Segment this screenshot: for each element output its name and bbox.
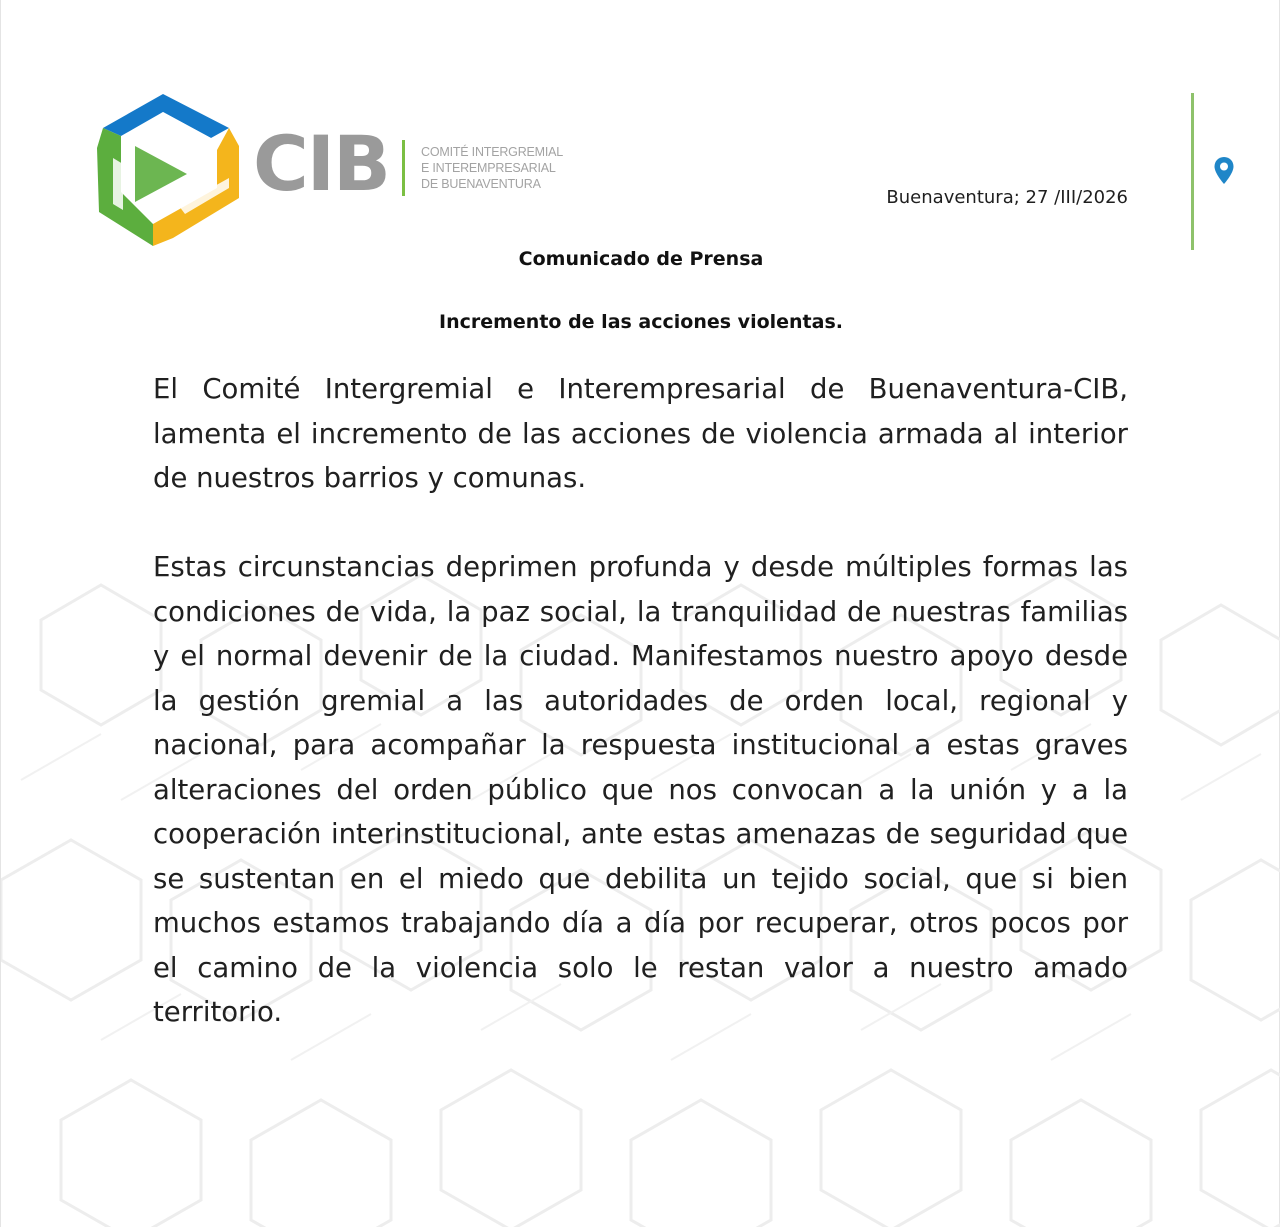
- logo-subtitle-line: E INTEREMPRESARIAL: [421, 161, 556, 175]
- cib-logo: [93, 88, 573, 253]
- document-heading: Comunicado de Prensa: [518, 248, 764, 270]
- logo-divider: [402, 140, 405, 196]
- map-pin-icon: [1213, 156, 1235, 186]
- logo-subtitle-line: DE BUENAVENTURA: [421, 177, 541, 191]
- document-subheading: Incremento de las acciones violentas.: [439, 311, 843, 333]
- cib-logo-mark-icon: [93, 88, 241, 248]
- body-paragraph-2: [153, 545, 1128, 1035]
- header-side-rule: [1191, 93, 1194, 250]
- paragraph-text: El Comité Intergremial e Interempresarial de Buenaventura-CIB, lamenta el incremento de las acciones de violencia armada al interior de nuestros barrios y comunas.: [153, 373, 1128, 494]
- paragraph-text: Estas circunstancias deprimen profunda y desde múltiples formas las condiciones de vida, la paz social, la tranquilidad de nuestras familias y el normal devenir de la ciudad. Manifestamos nuestro apoyo desde la gestión gremial a las autoridades de orden local, regional y nacional, para acompañar la respuesta institucional a estas graves alteraciones del orden público que nos convocan a la unión y a la cooperación interinstitucional, ante estas amenazas de seguridad que se sustentan en el miedo que debilita un tejido social, que si bien muchos estamos trabajando día a día por recuperar, otros pocos por el camino de la violencia solo le restan valor a nuestro amado territorio.: [153, 551, 1128, 1028]
- date-line: Buenaventura; 27 /III/2026: [886, 187, 1128, 208]
- logo-subtitle: [421, 144, 563, 192]
- logo-letters: CIB: [253, 119, 389, 208]
- logo-subtitle-line: COMITÉ INTERGREMIAL: [421, 145, 564, 159]
- body-paragraph-1: [153, 367, 1128, 501]
